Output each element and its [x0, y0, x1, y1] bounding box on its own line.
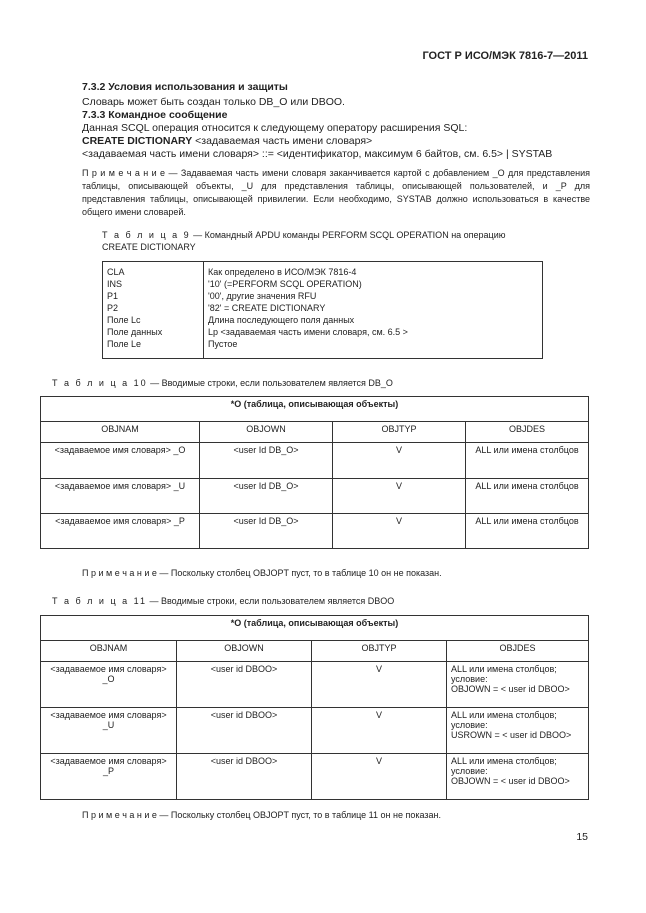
table-10 [40, 396, 589, 549]
grammar-rule: <задаваемая часть имени словаря> ::= <идентификатор, максимум 6 байтов, см. 6.5> | SYSTAB [82, 148, 553, 160]
table-11-note-label: П р и м е ч а н и е [82, 810, 157, 820]
table-11-note-text: — Поскольку столбец OBJOPT пуст, то в таблице 11 он не показан. [156, 810, 441, 820]
table-10-note-text: — Поскольку столбец OBJOPT пуст, то в таблице 10 он не показан. [156, 568, 442, 578]
table-11-title: *O (таблица, описывающая объекты) [41, 616, 589, 641]
section-7-3-2-title: 7.3.2 Условия использования и защиты [82, 81, 288, 93]
objtyp-cell: V [312, 708, 447, 754]
table-9-divider [203, 262, 204, 358]
section-7-3-3-title: 7.3.3 Командное сообщение [82, 109, 228, 121]
objdes-cell [447, 754, 589, 800]
table-row [41, 479, 589, 514]
note-1-text: — Задаваемая часть имени словаря заканчивается картой с добавлением _O для представления таблицы, описывающей объекты, _U для представления таблицы, описывающей пользователей, и _P для представления таблицы, описывающей привилегии. Если необходимо, SYSTAB должно использоваться в качестве общего имени словарей. [82, 168, 590, 217]
objnam-cell: <задаваемое имя словаря> _P [41, 754, 177, 800]
apdu-value: '82' = CREATE DICTIONARY [208, 303, 326, 313]
table-10-note-label: П р и м е ч а н и е [82, 568, 157, 578]
table-11-caption [52, 595, 394, 607]
create-dictionary-statement [82, 135, 372, 148]
table-11-caption-text: — Вводимые строки, если пользователем является DBOO [146, 596, 395, 606]
document-header: ГОСТ Р ИСО/МЭК 7816-7—2011 [422, 50, 588, 62]
objdes-line: ALL или имена столбцов; [451, 664, 557, 674]
objown-cell: <user Id DB_O> [200, 514, 333, 549]
table-9-caption-line2: CREATE DICTIONARY [102, 242, 196, 252]
objown-cell: <user id DBOO> [177, 662, 312, 708]
apdu-value: '10' (=PERFORM SCQL OPERATION) [208, 279, 362, 289]
objdes-cell: ALL или имена столбцов [466, 443, 589, 479]
table-9-label: Т а б л и ц а 9 [102, 230, 191, 240]
table-10-label: Т а б л и ц а 10 [52, 378, 148, 388]
create-argument: <задаваемая часть имени словаря> [192, 135, 373, 147]
objnam-cell: <задаваемое имя словаря> _O [41, 662, 177, 708]
objdes-cell [447, 708, 589, 754]
objdes-line: условие: [451, 766, 488, 776]
table-10-title: *O (таблица, описывающая объекты) [41, 397, 589, 422]
table-row [41, 708, 589, 754]
objdes-cell: ALL или имена столбцов [466, 479, 589, 514]
note-1 [82, 167, 590, 219]
apdu-field: INS [107, 279, 123, 289]
apdu-field: CLA [107, 267, 125, 277]
column-header: OBJOWN [177, 641, 312, 662]
table-10-note [82, 567, 442, 579]
objnam-cell: <задаваемое имя словаря> _U [41, 708, 177, 754]
objdes-line: условие: [451, 674, 488, 684]
objdes-line: ALL или имена столбцов; [451, 710, 557, 720]
objtyp-cell: V [333, 514, 466, 549]
apdu-value: Длина последующего поля данных [208, 315, 355, 325]
objtyp-cell: V [312, 662, 447, 708]
table-9-caption-text: — Командный APDU команды PERFORM SCQL OPERATION на операцию [190, 230, 506, 240]
objtyp-cell: V [333, 479, 466, 514]
table-row [41, 754, 589, 800]
column-header: OBJTYP [312, 641, 447, 662]
apdu-field: Поле данных [107, 327, 163, 337]
objown-cell: <user id DBOO> [177, 708, 312, 754]
objtyp-cell: V [333, 443, 466, 479]
objown-cell: <user Id DB_O> [200, 479, 333, 514]
section-7-3-3-text: Данная SCQL операция относится к следующему оператору расширения SQL: [82, 122, 468, 134]
apdu-field: Поле Lc [107, 315, 141, 325]
table-row [41, 443, 589, 479]
apdu-field: P2 [107, 303, 119, 313]
column-header: OBJOWN [200, 422, 333, 443]
section-7-3-2-text: Словарь может быть создан только DB_O или DBOO. [82, 96, 345, 108]
table-10-caption [52, 377, 393, 389]
column-header: OBJNAM [41, 422, 200, 443]
apdu-value: '00', другие значения RFU [208, 291, 317, 301]
objdes-line: OBJOWN = < user id DBOO> [451, 776, 570, 786]
column-header: OBJNAM [41, 641, 177, 662]
apdu-value: Как определено в ИСО/МЭК 7816-4 [208, 267, 357, 277]
objdes-cell [447, 662, 589, 708]
apdu-value: Пустое [208, 339, 238, 349]
objown-cell: <user Id DB_O> [200, 443, 333, 479]
table-9-caption [102, 229, 506, 253]
apdu-field: P1 [107, 291, 119, 301]
table-10-caption-text: — Вводимые строки, если пользователем является DB_O [147, 378, 393, 388]
note-1-label: П р и м е ч а н и е [82, 168, 166, 178]
create-keyword: CREATE DICTIONARY [82, 135, 193, 147]
table-row [41, 662, 589, 708]
table-11 [40, 615, 589, 800]
objdes-cell: ALL или имена столбцов [466, 514, 589, 549]
objnam-cell: <задаваемое имя словаря> _O [41, 443, 200, 479]
table-9-apdu [102, 261, 543, 359]
column-header: OBJTYP [333, 422, 466, 443]
column-header: OBJDES [466, 422, 589, 443]
objtyp-cell: V [312, 754, 447, 800]
apdu-value: Lp <задаваемая часть имени словаря, см. 6.5 > [208, 327, 408, 337]
table-row [41, 514, 589, 549]
objown-cell: <user id DBOO> [177, 754, 312, 800]
table-11-label: Т а б л и ц а 11 [52, 596, 147, 606]
objdes-line: OBJOWN = < user id DBOO> [451, 684, 570, 694]
apdu-field: Поле Le [107, 339, 142, 349]
objdes-line: условие: [451, 720, 488, 730]
objnam-cell: <задаваемое имя словаря> _P [41, 514, 200, 549]
objdes-line: ALL или имена столбцов; [451, 756, 557, 766]
page-number: 15 [576, 831, 588, 843]
column-header: OBJDES [447, 641, 589, 662]
objdes-line: USROWN = < user id DBOO> [451, 730, 572, 740]
objnam-cell: <задаваемое имя словаря> _U [41, 479, 200, 514]
table-11-note [82, 809, 441, 821]
